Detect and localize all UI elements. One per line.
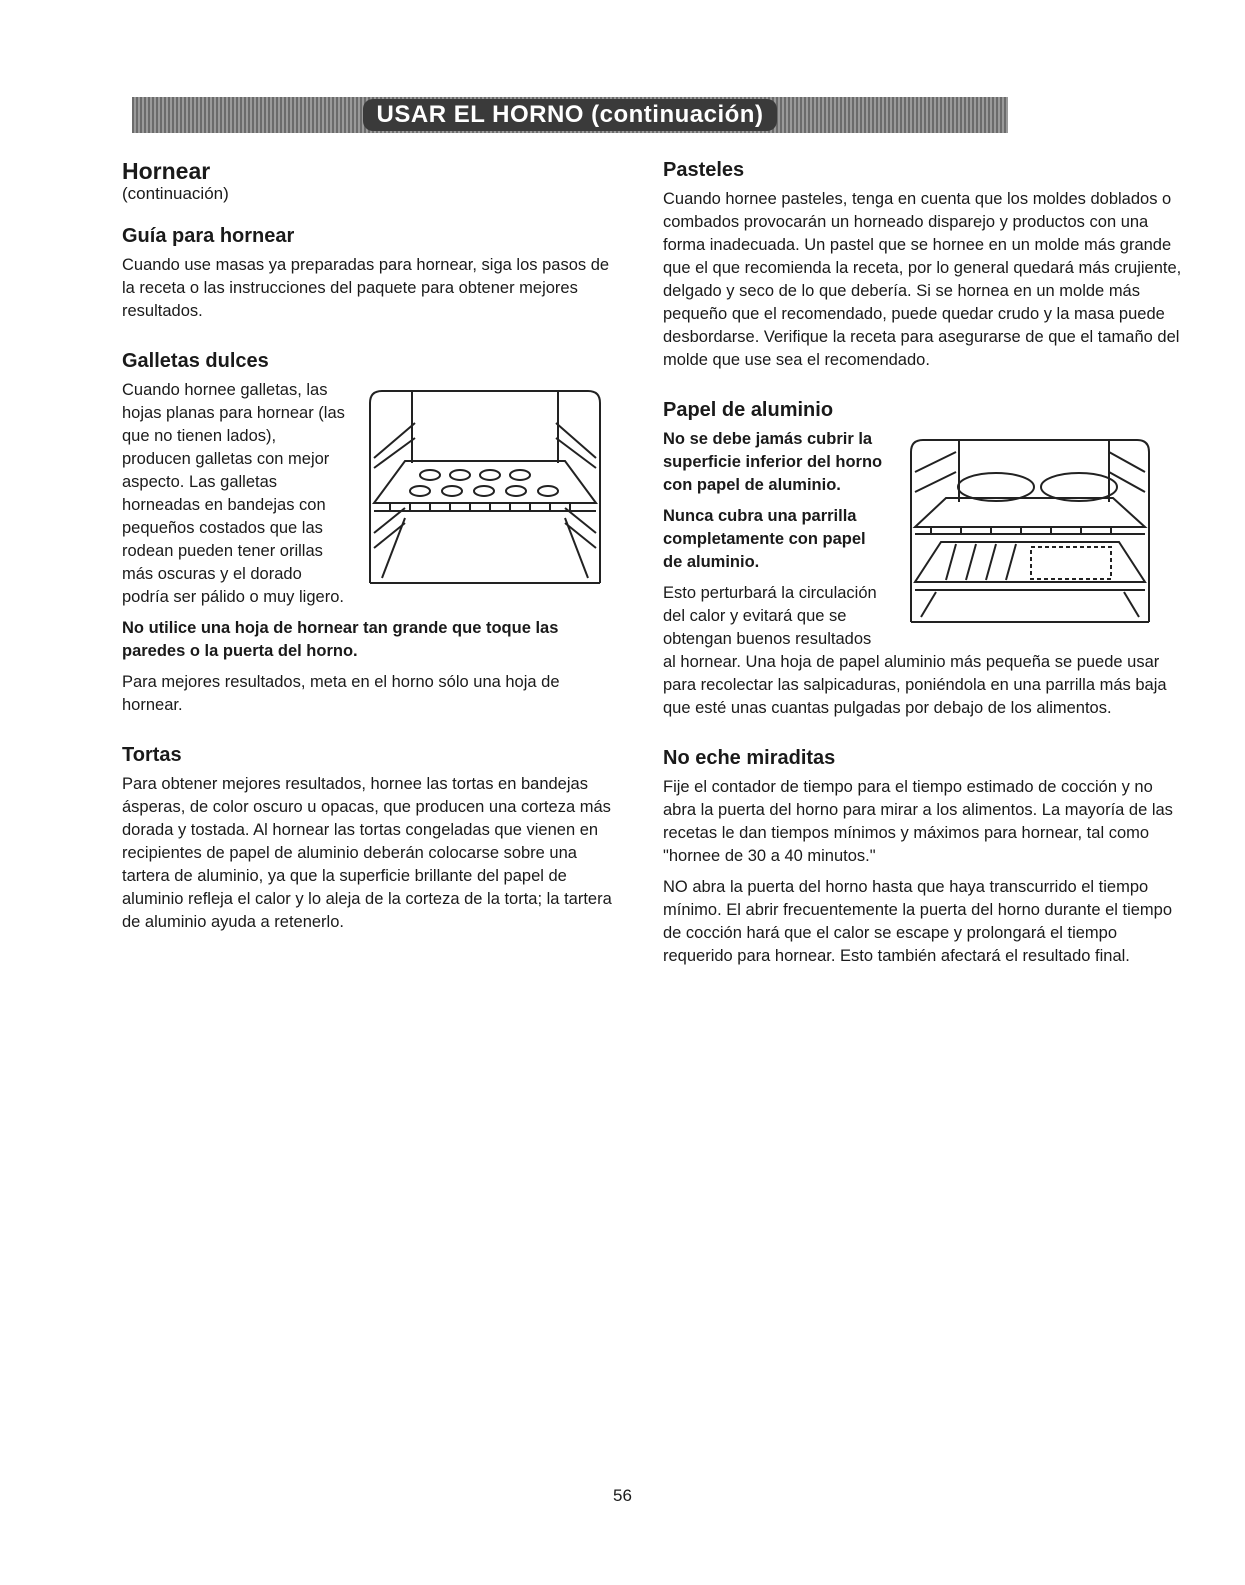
miraditas-heading: No eche miraditas bbox=[663, 747, 836, 769]
foil-rack-oven-illustration bbox=[901, 432, 1159, 632]
galletas-warning: No utilice una hoja de hornear tan grande que toque las paredes o la puerta del horno. bbox=[122, 619, 559, 660]
aluminio-heading: Papel de aluminio bbox=[663, 399, 834, 421]
section-banner bbox=[132, 97, 1008, 133]
left-column bbox=[122, 150, 622, 942]
guia-heading: Guía para hornear bbox=[122, 225, 295, 247]
galletas-note: Para mejores resultados, meta en el horno sólo una hoja de hornear. bbox=[122, 673, 560, 714]
galletas-text: Cuando hornee galletas, las hojas planas para hornear (las que no tienen lados), producen galletas con mejor aspecto. Las galletas horneadas en bandejas con pequeños costados que las rodean pueden tener orillas más oscuras y el dorado podría ser pálido o muy ligero. bbox=[122, 381, 345, 606]
page-number: 56 bbox=[613, 1486, 632, 1505]
hornear-subheading: (continuación) bbox=[122, 184, 229, 203]
tortas-text: Para obtener mejores resultados, hornee las tortas en bandejas ásperas, de color oscuro u opacas, que producen una corteza más dorada y tostada. Al hornear las tortas congeladas que vienen en recipientes de papel de aluminio deberán colocarse sobre una tartera de aluminio, ya que la superficie brillante del papel de aluminio refleja el calor y lo aleja de la corteza de la torta; la tartera de aluminio ayuda a retenerlo. bbox=[122, 775, 612, 931]
tortas-heading: Tortas bbox=[122, 744, 182, 766]
galletas-block bbox=[122, 379, 622, 609]
aluminio-text: Esto perturbará la circulación del calor y evitará que se obtengan buenos resultados al hornear. Una hoja de papel aluminio más pequeña se puede usar para recolectar las salpicaduras, poniéndola en una parrilla más baja que esté unas cuantas pulgadas por debajo de los alimentos. bbox=[663, 584, 1167, 717]
guia-text: Cuando use masas ya preparadas para hornear, siga los pasos de la receta o las instrucciones del paquete para obtener mejores resultados. bbox=[122, 256, 610, 320]
section-banner-title: USAR EL HORNO (continuación) bbox=[363, 99, 778, 131]
cookie-sheet-oven-illustration bbox=[360, 383, 610, 593]
pasteles-heading: Pasteles bbox=[663, 159, 745, 181]
aluminio-warning-floor: No se debe jamás cubrir la superficie inferior del horno con papel de aluminio. bbox=[663, 430, 883, 494]
miraditas-text-1: Fije el contador de tiempo para el tiempo estimado de cocción y no abra la puerta del horno para mirar a los alimentos. La mayoría de las recetas le dan tiempos mínimos y máximos para hornear, tal como "hornee de 30 a 40 minutos." bbox=[663, 778, 1173, 865]
galletas-heading: Galletas dulces bbox=[122, 350, 269, 372]
aluminio-block bbox=[663, 428, 1183, 720]
aluminio-warning-rack: Nunca cubra una parrilla completamente con papel de aluminio. bbox=[663, 507, 866, 571]
hornear-heading: Hornear bbox=[122, 158, 211, 184]
pasteles-text: Cuando hornee pasteles, tenga en cuenta que los moldes doblados o combados provocarán un horneado disparejo y productos con una forma inadecuada. Un pastel que se hornee en un molde más grande que el que recomienda la receta, por lo general quedará más crujiente, delgado y seco de lo que debería. Si se hornea en un molde más pequeño que el recomendado, puede quedar crudo y la masa puede desbordarse. Verifique la receta para asegurarse de que el tamaño del molde que use sea el recomendado. bbox=[663, 190, 1182, 369]
right-column bbox=[663, 150, 1183, 976]
miraditas-text-2: NO abra la puerta del horno hasta que haya transcurrido el tiempo mínimo. El abrir frecuentemente la puerta del horno durante el tiempo de cocción hará que el calor se escape y prolongará el tiempo requerido para hornear. Esto también afectará el resultado final. bbox=[663, 878, 1173, 965]
